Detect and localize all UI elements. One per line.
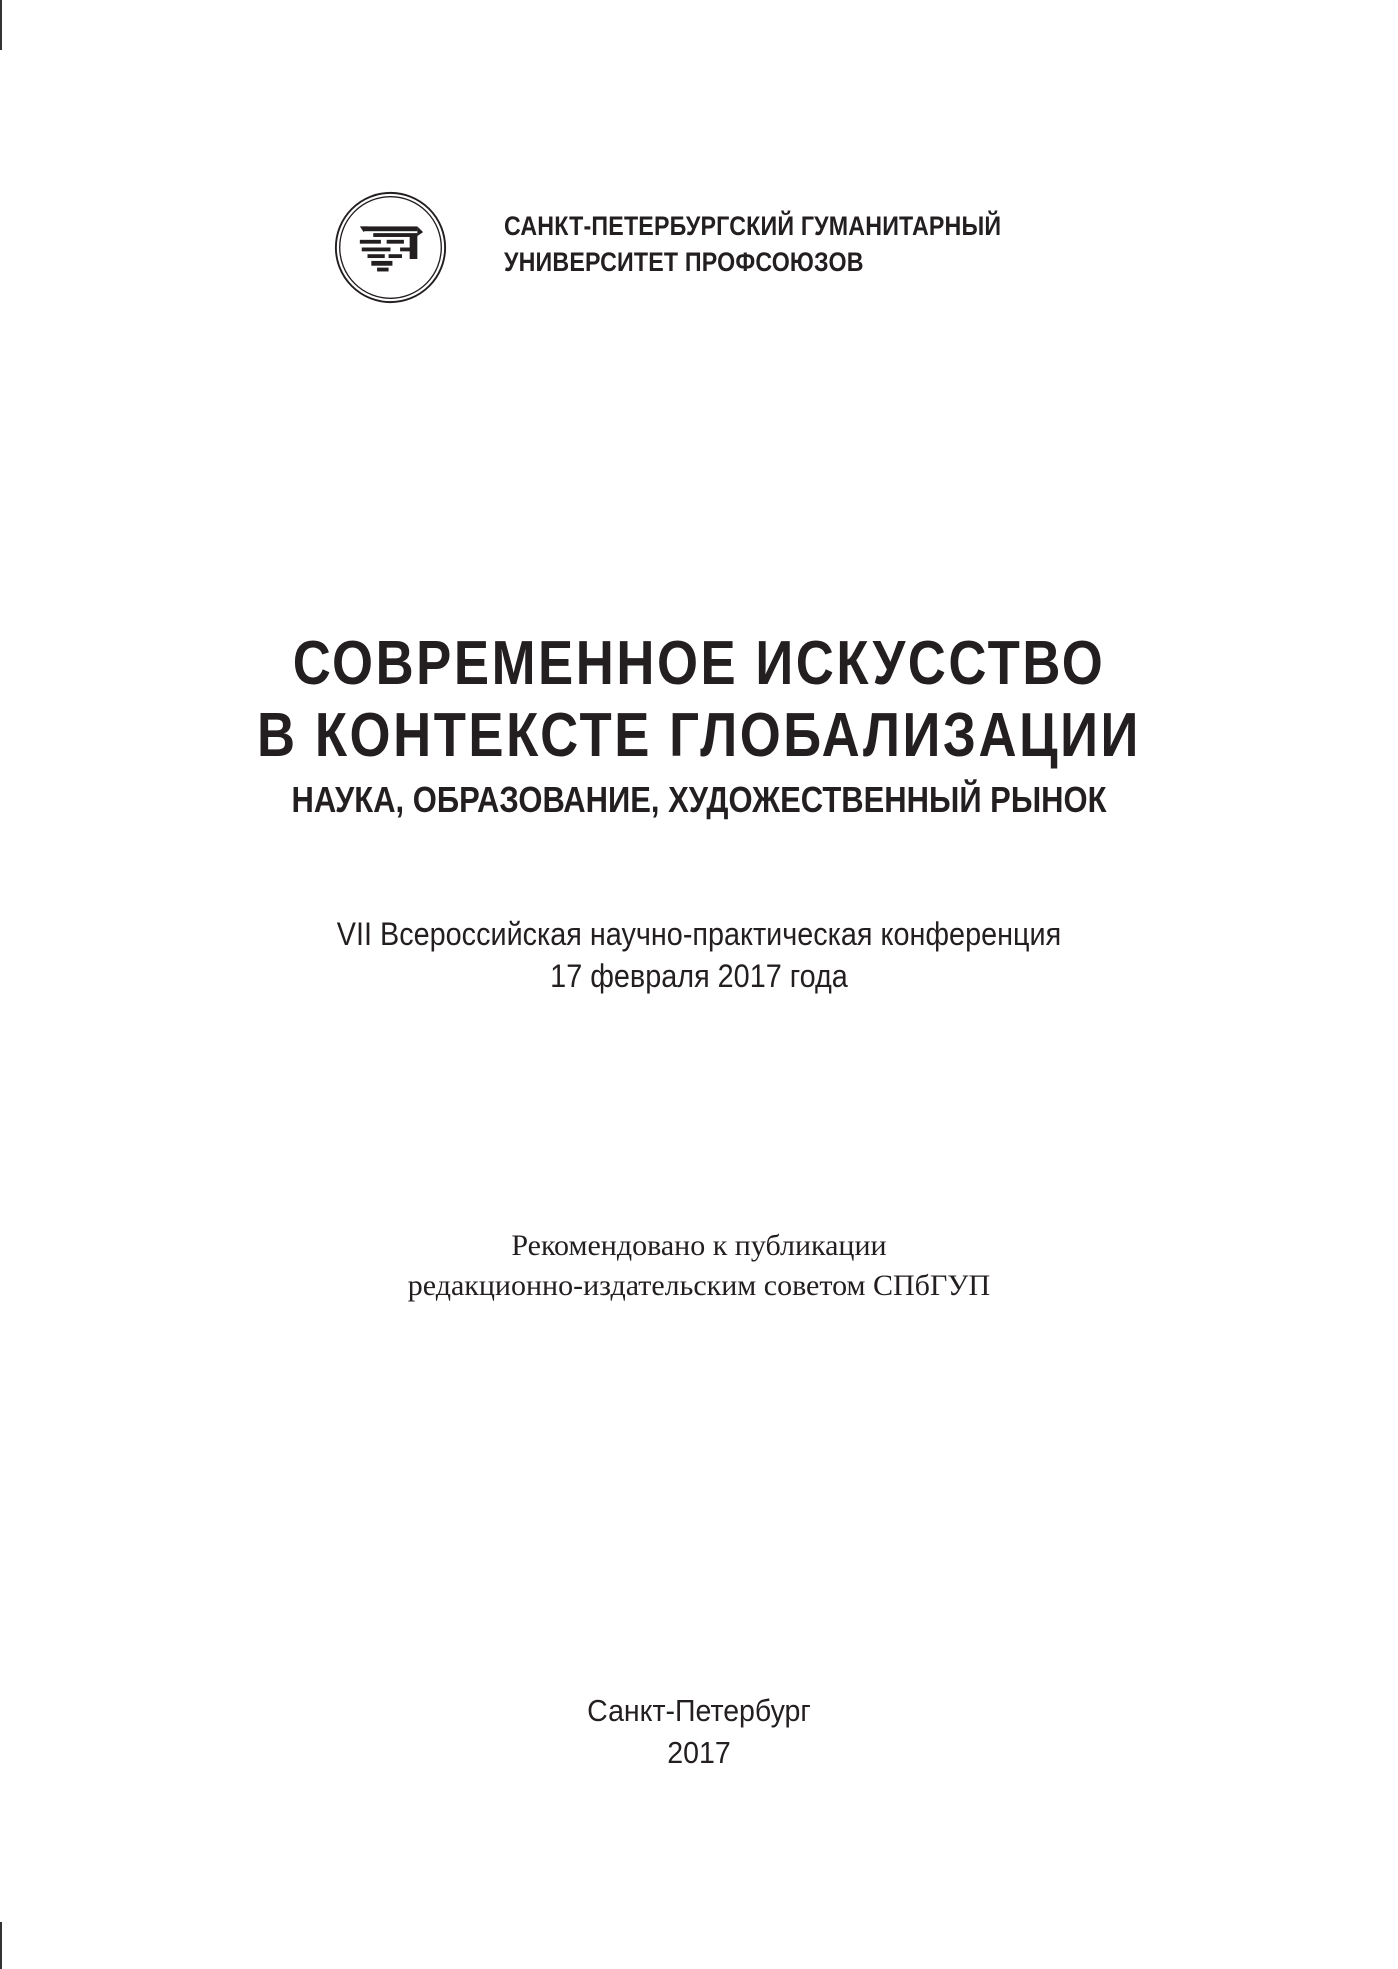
university-name (504, 208, 1001, 280)
book-subtitle: НАУКА, ОБРАЗОВАНИЕ, ХУДОЖЕСТВЕННЫЙ РЫНОК (291, 779, 1107, 820)
imprint (0, 1690, 1398, 1774)
header (333, 190, 1082, 305)
university-emblem-icon (333, 190, 448, 305)
recommendation-line1: Рекомендовано к публикации (511, 1229, 887, 1262)
imprint-year: 2017 (667, 1735, 731, 1770)
recommendation-note (0, 1226, 1398, 1306)
imprint-city: Санкт-Петербург (587, 1693, 811, 1728)
recommendation-line2: редакционно-издательским советом СПбГУП (407, 1269, 991, 1302)
conference-info (0, 913, 1398, 997)
university-name-line1: САНКТ-ПЕТЕРБУРГСКИЙ ГУМАНИТАРНЫЙ (504, 210, 1002, 241)
book-title-line2: В КОНТЕКСТЕ ГЛОБАЛИЗАЦИИ (257, 701, 1141, 770)
crop-mark-bottom (0, 1922, 2, 1969)
university-name-line2: УНИВЕРСИТЕТ ПРОФСОЮЗОВ (504, 246, 864, 277)
conference-name: VII Всероссийская научно-практическая конференция (336, 916, 1062, 952)
book-title (0, 628, 1398, 822)
conference-date: 17 февраля 2017 года (550, 958, 848, 994)
crop-mark-top (0, 0, 2, 50)
book-title-line1: СОВРЕМЕННОЕ ИСКУССТВО (292, 629, 1106, 698)
